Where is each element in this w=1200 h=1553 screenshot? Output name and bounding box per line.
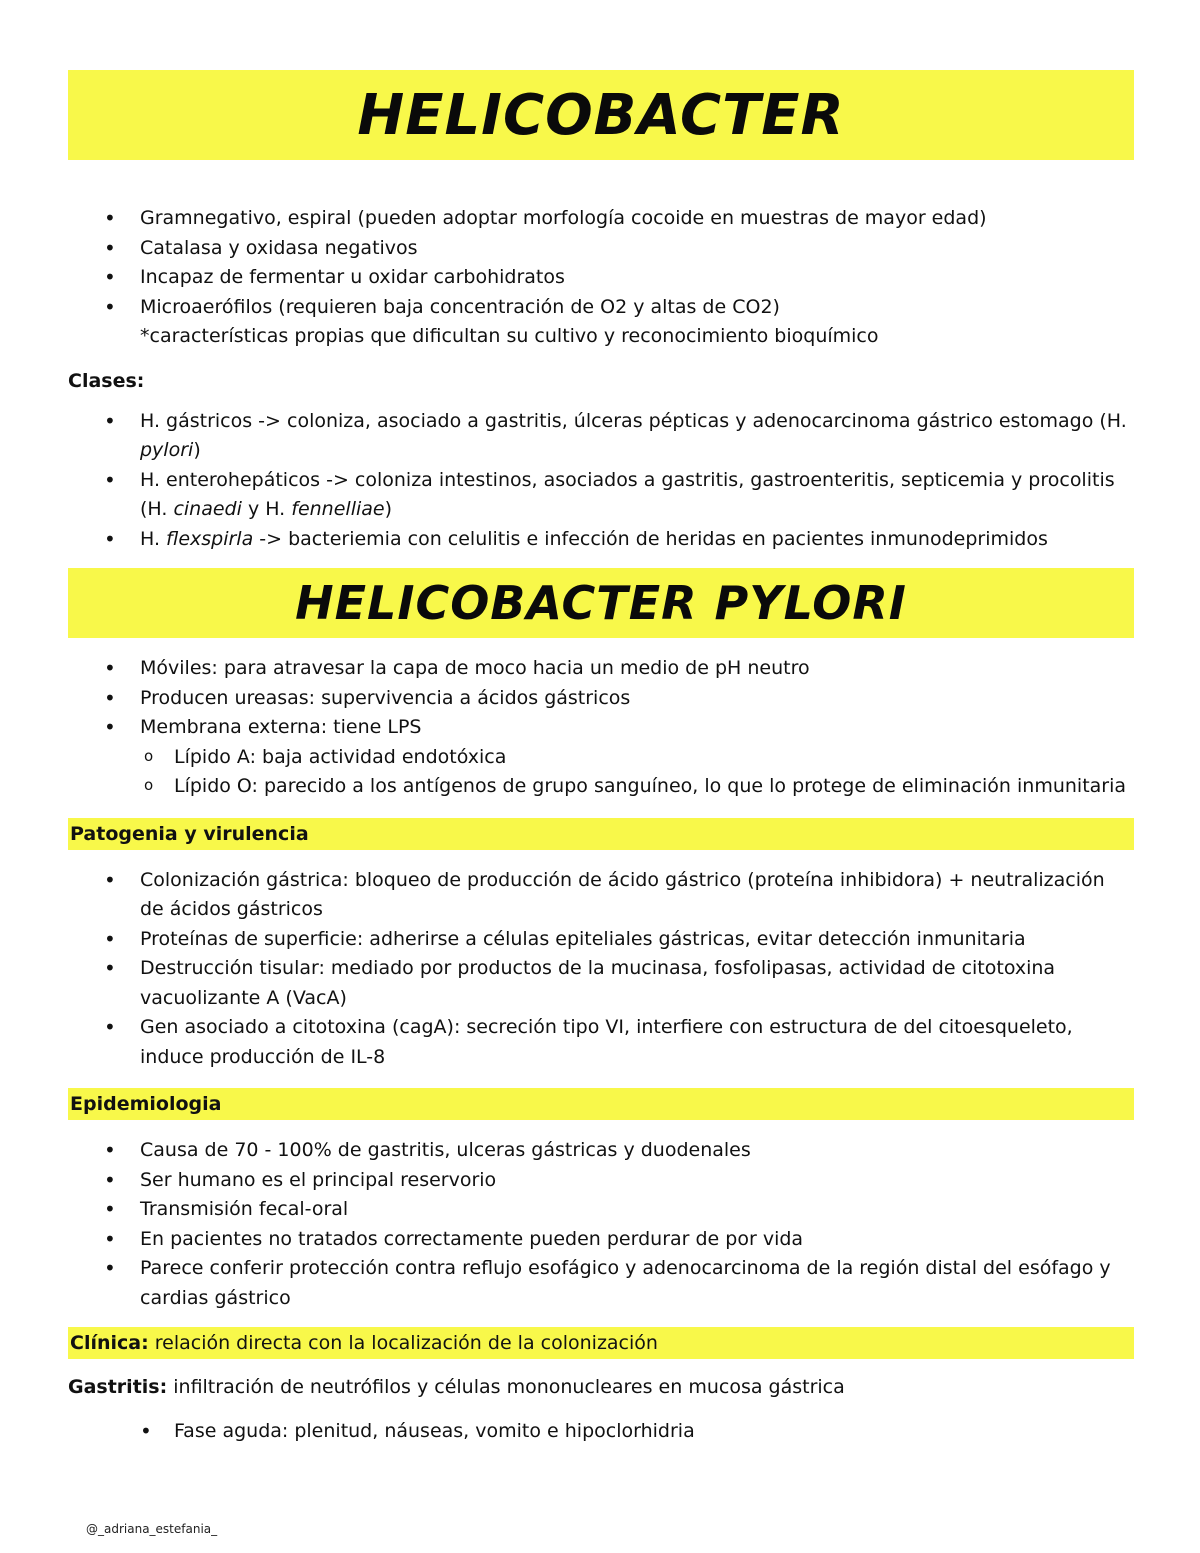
sub-list-item: o Lípido O: parecido a los antígenos de grupo sanguíneo, lo que lo protege de eliminación inmunitaria — [68, 772, 1134, 802]
general-list — [68, 204, 1134, 352]
epidemiologia-list — [68, 1136, 1134, 1313]
species-name: flexspirla — [166, 527, 254, 550]
list-item: • Proteínas de superficie: adherirse a células epiteliales gástricas, evitar detección inmunitaria — [68, 925, 1134, 955]
list-item: • Móviles: para atravesar la capa de moco hacia un medio de pH neutro — [68, 654, 1134, 684]
clase-text: y H. — [241, 498, 292, 520]
gastritis-paragraph — [68, 1373, 1134, 1403]
list-item: • Transmisión fecal-oral — [68, 1195, 1134, 1225]
section-patogenia — [68, 818, 1134, 850]
species-name: cinaedi — [173, 498, 242, 520]
patogenia-list — [68, 866, 1134, 1073]
list-item: • Fase aguda: plenitud, náuseas, vomito e hipoclorhidria — [68, 1417, 1134, 1447]
clase-text: H. enterohepáticos -> coloniza intestinos, asociados a gastritis, gastroenteritis, septicemia y procolitis (H. — [140, 468, 1115, 520]
clase-text: ) — [193, 439, 201, 461]
clase-text: H. — [140, 527, 167, 550]
species-name: pylori — [140, 439, 194, 461]
list-item: • Causa de 70 - 100% de gastritis, ulceras gástricas y duodenales — [68, 1136, 1134, 1166]
section-clinica — [68, 1327, 1134, 1359]
section-title: Patogenia y virulencia — [70, 822, 309, 845]
gastritis-list — [68, 1417, 1134, 1447]
section-title: Epidemiologia — [70, 1093, 222, 1115]
clases-label: Clases: — [68, 369, 145, 392]
list-item: • Parece conferir protección contra reflujo esofágico y adenocarcinoma de la región distal del esófago y cardias gástrico — [68, 1254, 1134, 1313]
author-handle: @_adriana_estefania_ — [86, 1522, 218, 1536]
list-item: • Ser humano es el principal reservorio — [68, 1166, 1134, 1196]
list-item: • Gramnegativo, espiral (pueden adoptar morfología cocoide en muestras de mayor edad) — [68, 204, 1134, 234]
gastritis-text: infiltración de neutrófilos y células mononucleares en mucosa gástrica — [167, 1376, 845, 1398]
list-item: • Producen ureasas: supervivencia a ácidos gástricos — [68, 684, 1134, 714]
pylori-list — [68, 654, 1134, 802]
gastritis-label: Gastritis: — [68, 1376, 168, 1398]
general-note: *características propias que dificultan su cultivo y reconocimiento bioquímico — [140, 325, 879, 347]
list-item: • En pacientes no tratados correctamente pueden perdurar de por vida — [68, 1225, 1134, 1255]
sub-list-item: o Lípido A: baja actividad endotóxica — [68, 743, 1134, 773]
clase-text: H. gástricos -> coloniza, asociado a gastritis, úlceras pépticas y adenocarcinoma gástrico estomago (H. — [140, 409, 1127, 432]
title-helicobacter: HELICOBACTER — [68, 70, 1134, 160]
list-item — [68, 525, 1134, 555]
list-item-text: Microaerófilos (requieren baja concentración de O2 y altas de CO2) — [140, 295, 780, 318]
list-item: • Catalasa y oxidasa negativos — [68, 234, 1134, 264]
list-item: • Incapaz de fermentar u oxidar carbohidratos — [68, 263, 1134, 293]
title-helicobacter-pylori: HELICOBACTER PYLORI — [68, 568, 1134, 638]
list-item: • Gen asociado a citotoxina (cagA): secreción tipo VI, interfiere con estructura de del citoesqueleto, induce producción de IL-8 — [68, 1013, 1134, 1072]
section-epidemiologia — [68, 1088, 1134, 1120]
list-item — [68, 293, 1134, 352]
list-item: • Membrana externa: tiene LPS — [68, 713, 1134, 743]
clase-text: -> bacteriemia con celulitis e infección de heridas en pacientes inmunodeprimidos — [253, 527, 1048, 550]
list-item — [68, 407, 1134, 466]
clases-list — [68, 407, 1134, 555]
clase-text: ) — [384, 498, 393, 520]
list-item — [68, 466, 1134, 525]
list-item: • Colonización gástrica: bloqueo de producción de ácido gástrico (proteína inhibidora) + neutralización de ácidos gástricos — [68, 866, 1134, 925]
section-subtitle: relación directa con la localización de la colonización — [148, 1332, 658, 1354]
document-page — [68, 70, 1134, 1446]
list-item: • Destrucción tisular: mediado por productos de la mucinasa, fosfolipasas, actividad de citotoxina vacuolizante A (VacA) — [68, 954, 1134, 1013]
species-name: fennelliae — [291, 498, 385, 520]
section-title: Clínica: — [70, 1332, 149, 1354]
